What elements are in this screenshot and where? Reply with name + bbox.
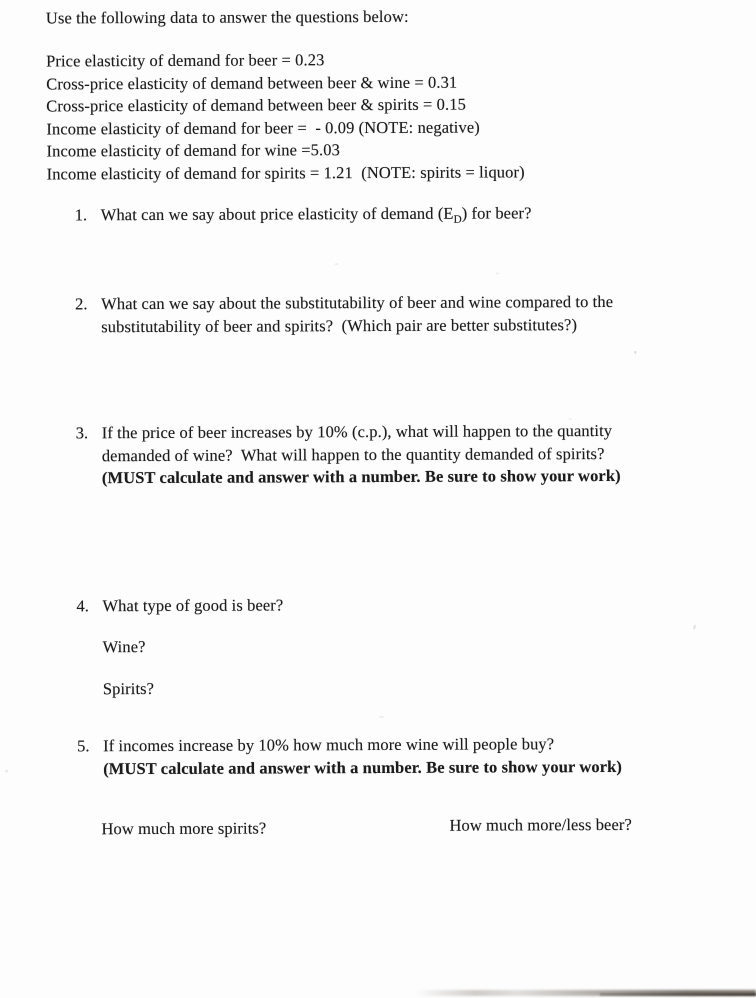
question-3-body xyxy=(102,420,621,490)
question-1-text-post: ) for beer? xyxy=(461,203,532,223)
scan-speck xyxy=(335,263,338,265)
question-3 xyxy=(76,420,621,490)
question-5-followup-spirits: How much more spirits? xyxy=(101,818,267,839)
question-4-prompt-wine: Wine? xyxy=(102,637,146,657)
data-line-cross-beer-spirits: Cross-price elasticity of demand between beer & spirits = 0.15 xyxy=(46,94,466,116)
question-1-body xyxy=(101,202,532,232)
scan-speck xyxy=(693,624,696,629)
question-5 xyxy=(77,733,622,780)
scan-speck xyxy=(5,770,8,773)
question-2-body xyxy=(101,291,613,338)
question-4-number: 4. xyxy=(76,596,89,616)
data-line-cross-beer-wine: Cross-price elasticity of demand between beer & wine = 0.31 xyxy=(46,72,458,93)
question-5-line-1: If incomes increase by 10% how much more wine will people buy? xyxy=(103,734,555,756)
elasticity-subscript: D xyxy=(453,213,462,226)
question-4 xyxy=(76,594,283,617)
question-3-number: 3. xyxy=(75,423,89,443)
scan-speck xyxy=(634,351,636,354)
question-5-number: 5. xyxy=(77,736,90,756)
question-1-text-pre: What can we say about price elasticity of demand (E xyxy=(100,203,454,225)
question-3-instruction-bold: (MUST calculate and answer with a number. Be sure to show your work) xyxy=(101,465,621,488)
question-1-text xyxy=(101,202,532,232)
question-5-body xyxy=(103,733,622,780)
data-line-income-wine: Income elasticity of demand for wine =5.03 xyxy=(46,140,340,161)
question-1 xyxy=(75,202,532,233)
data-line-income-spirits: Income elasticity of demand for spirits = 1.21 (NOTE: spirits = liquor) xyxy=(46,161,525,183)
elasticity-data-block xyxy=(46,48,525,185)
intro-line: Use the following data to answer the questions below: xyxy=(45,6,409,28)
question-3-line-1: If the price of beer increases by 10% (c.p.), what will happen to the quantity xyxy=(101,420,613,443)
question-4-text: What type of good is beer? xyxy=(102,595,284,616)
question-2 xyxy=(75,291,613,338)
question-1-number: 1. xyxy=(74,205,88,225)
scan-speck xyxy=(379,716,384,718)
question-3-line-2: demanded of wine? What will happen to the quantity demanded of spirits? xyxy=(101,443,605,465)
scan-speck xyxy=(496,272,499,274)
question-4-body xyxy=(102,594,283,617)
question-5-instruction-bold: (MUST calculate and answer with a number. Be sure to show your work) xyxy=(103,756,623,778)
question-5-followup-beer: How much more/less beer? xyxy=(449,814,632,835)
data-line-income-beer: Income elasticity of demand for beer = - 0.09 (NOTE: negative) xyxy=(46,117,480,138)
data-line-price-beer: Price elasticity of demand for beer = 0.23 xyxy=(46,50,325,71)
question-4-prompt-spirits: Spirits? xyxy=(102,678,155,699)
question-2-number: 2. xyxy=(75,294,88,314)
question-2-line-2: substitutability of beer and spirits? (Which pair are better substitutes?) xyxy=(101,314,578,336)
question-2-line-1: What can we say about the substitutability of beer and wine compared to the xyxy=(101,291,614,314)
